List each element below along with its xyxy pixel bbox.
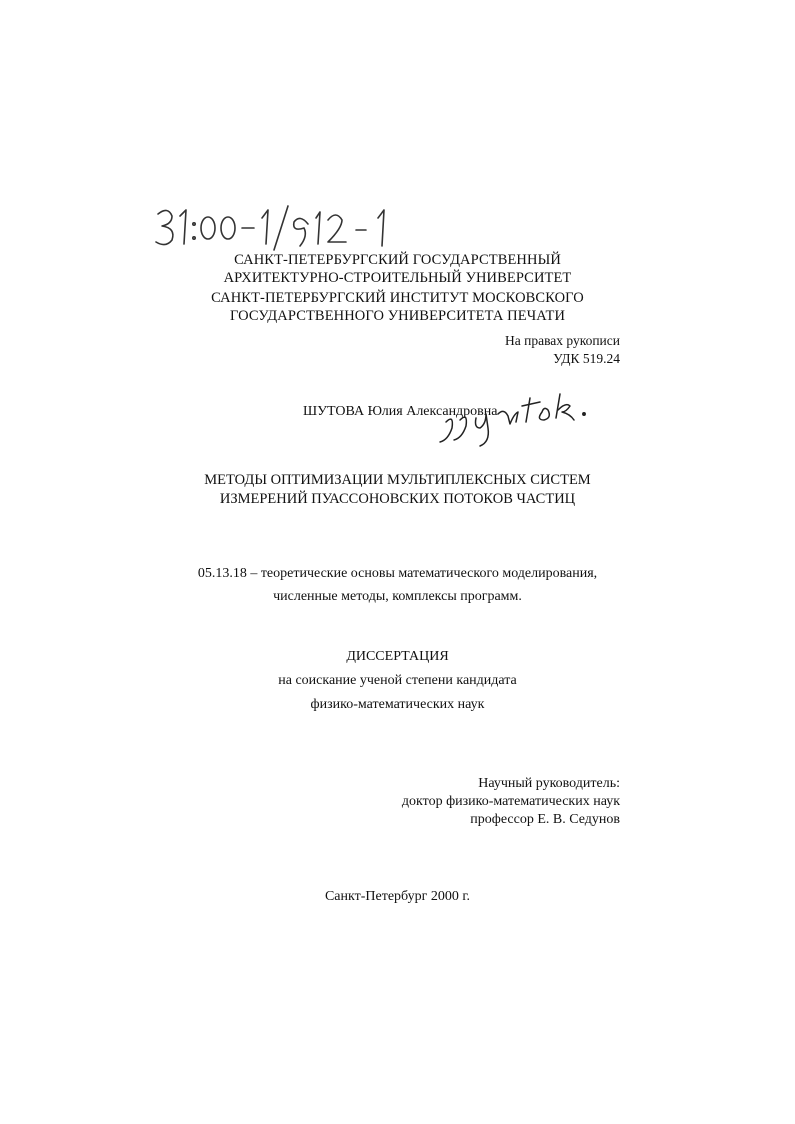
- title-line1: МЕТОДЫ ОПТИМИЗАЦИИ МУЛЬТИПЛЕКСНЫХ СИСТЕМ: [204, 472, 591, 488]
- institution-second-line1: САНКТ-ПЕТЕРБУРГСКИЙ ИНСТИТУТ МОСКОВСКОГО: [211, 290, 584, 306]
- institution-second: [0, 289, 795, 325]
- specialty-line1: 05.13.18 – теоретические основы математического моделирования,: [197, 566, 598, 581]
- author-name: ШУТОВА Юлия Александровна: [303, 404, 498, 419]
- supervisor-degree: доктор физико-математических наук: [401, 794, 620, 809]
- title-line2: ИЗМЕРЕНИЙ ПУАССОНОВСКИХ ПОТОКОВ ЧАСТИЦ: [219, 491, 576, 507]
- institution-first: [0, 251, 795, 287]
- dissertation-degree-line1: на соискание ученой степени кандидата: [278, 673, 517, 688]
- institution-first-line2: АРХИТЕКТУРНО-СТРОИТЕЛЬНЫЙ УНИВЕРСИТЕТ: [223, 270, 572, 286]
- place-year: Санкт-Петербург 2000 г.: [324, 889, 471, 904]
- dissertation-heading: ДИССЕРТАЦИЯ: [346, 649, 449, 664]
- author-signature: [418, 384, 598, 454]
- supervisor-name: профессор Е. В. Седунов: [470, 812, 620, 827]
- udc-line: УДК 519.24: [553, 351, 620, 366]
- rights-block: [420, 332, 620, 368]
- supervisor-label: Научный руководитель:: [478, 776, 620, 791]
- dissertation-degree-line2: физико-математических наук: [310, 697, 485, 712]
- specialty-line2: численные методы, комплексы программ.: [273, 589, 522, 604]
- institution-first-line1: САНКТ-ПЕТЕРБУРГСКИЙ ГОСУДАРСТВЕННЫЙ: [234, 252, 561, 268]
- handwritten-archive-number: [150, 196, 400, 256]
- rights-line: На правах рукописи: [504, 333, 620, 348]
- dissertation-title: [0, 471, 795, 509]
- institution-second-line2: ГОСУДАРСТВЕННОГО УНИВЕРСИТЕТА ПЕЧАТИ: [229, 308, 566, 324]
- supervisor-block: [360, 775, 620, 829]
